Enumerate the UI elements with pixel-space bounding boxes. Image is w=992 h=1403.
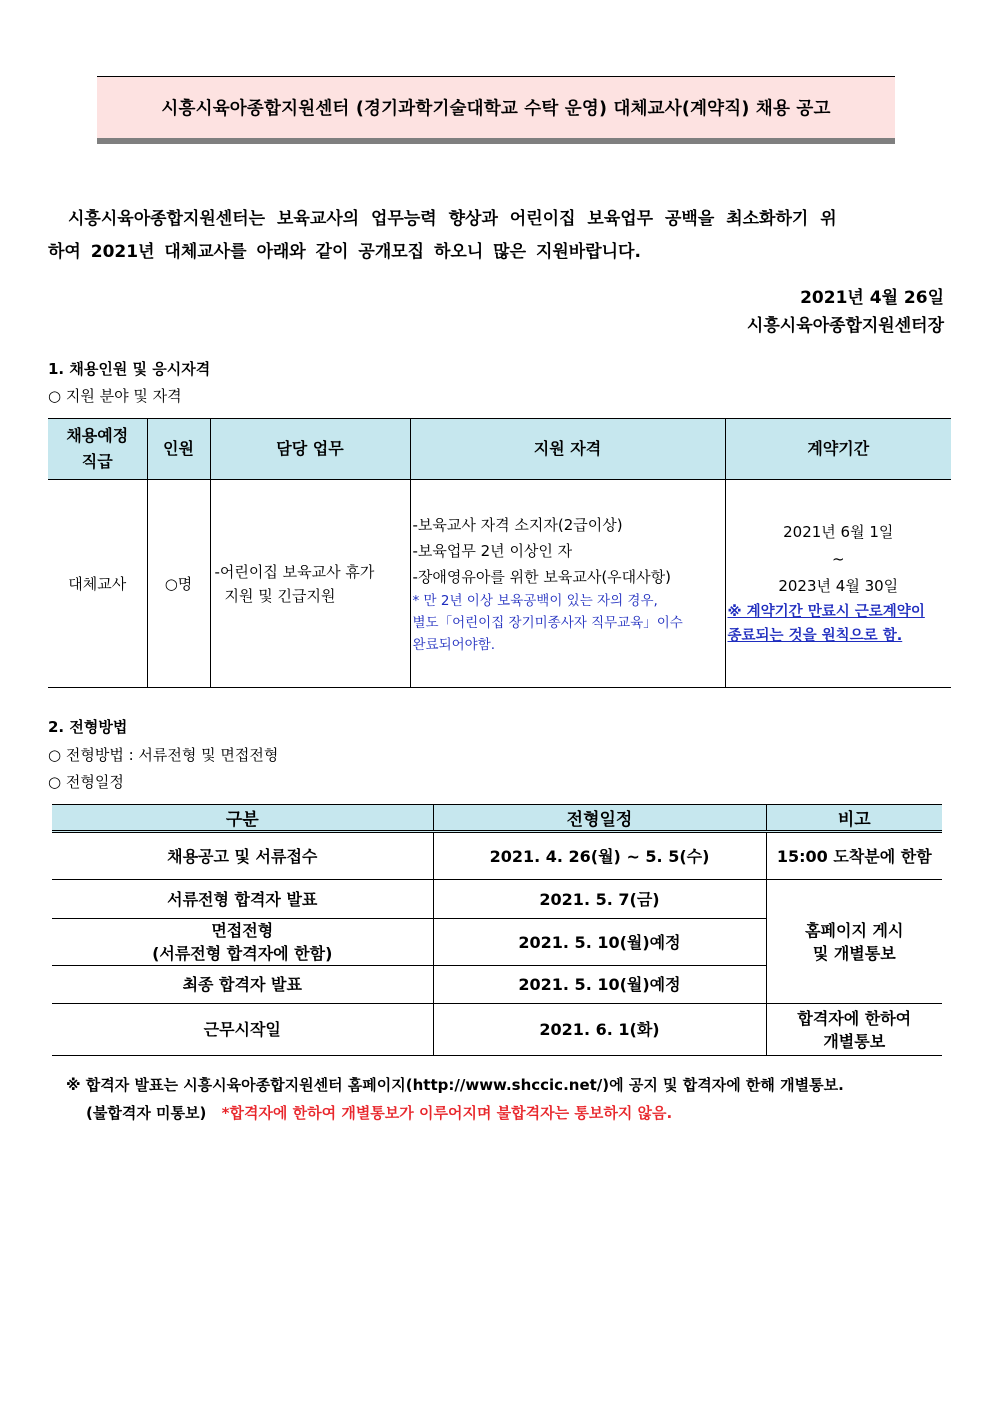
- issuer-name: 시흥시육아종합지원센터장: [746, 316, 944, 336]
- table-row: 최종 합격자 발표 2021. 5. 10(월)예정: [52, 966, 942, 1004]
- header-note: 비고: [766, 805, 942, 832]
- section-1-heading: 1. 채용인원 및 응시자격: [48, 360, 211, 378]
- table-row: [48, 480, 951, 688]
- table-row: 근무시작일 2021. 6. 1(화) 합격자에 한하여 개별통보: [52, 1004, 942, 1056]
- merged-note-cell: 홈페이지 게시 및 개별통보: [766, 880, 942, 1004]
- footnote-line-1: ※ 합격자 발표는 시흥시육아종합지원센터 홈페이지(http://www.shccic.net/)에 공지 및 합격자에 한해 개별통보.: [66, 1076, 844, 1094]
- table-row: 채용공고 및 서류접수 2021. 4. 26(월) ~ 5. 5(수) 15:00 도착분에 한함: [52, 832, 942, 880]
- header-duty: 담당 업무: [210, 419, 410, 480]
- cell-qualification: -보육교사 자격 소지자(2급이상) -보육업무 2년 이상인 자 -장애영유아를 위한 보육교사(우대사항) * 만 2년 이상 보육공백이 있는 자의 경우, 별도「어린이집 장기미종사자 직무교육」이수 완료되어야함.: [410, 480, 725, 688]
- schedule-table-header: [52, 805, 942, 832]
- cell-position: 대체교사: [48, 480, 147, 688]
- header-period: 계약기간: [725, 419, 951, 480]
- footnote: [66, 1071, 844, 1127]
- header-category: 구분: [52, 805, 433, 832]
- qualification-note: * 만 2년 이상 보육공백이 있는 자의 경우, 별도「어린이집 장기미종사자 직무교육」이수 완료되어야함.: [412, 592, 683, 653]
- cell-count: ○명: [147, 480, 210, 688]
- header-position: 채용예정 직급: [48, 419, 147, 480]
- intro-paragraph: [48, 203, 944, 269]
- cell-period: 2021년 6월 1일 ~ 2023년 4월 30일 ※ 계약기간 만료시 근로계약이 종료되는 것을 원칙으로 함.: [725, 480, 951, 688]
- header-count: 인원: [147, 419, 210, 480]
- intro-line-1: 시흥시육아종합지원센터는 보육교사의 업무능력 향상과 어린이집 보육업무 공백을 최소화하기 위: [68, 209, 837, 229]
- notice-title: 시흥시육아종합지원센터 (경기과학기술대학교 수탁 운영) 대체교사(계약직) 채용 공고: [97, 76, 895, 144]
- schedule-table: [52, 804, 942, 1056]
- period-warning: ※ 계약기간 만료시 근로계약이 종료되는 것을 원칙으로 함.: [727, 604, 925, 644]
- section-2-subitem-schedule: ○ 전형일정: [48, 773, 124, 791]
- cell-duty: -어린이집 보육교사 휴가 지원 및 긴급지원: [210, 480, 410, 688]
- notice-date: 2021년 4월 26일: [800, 288, 944, 308]
- footnote-line-2: (불합격자 미통보) *합격자에 한하여 개별통보가 이루어지며 불합격자는 통보하지 않음.: [86, 1104, 673, 1122]
- intro-line-2: 하여 2021년 대체교사를 아래와 같이 공개모집 하오니 많은 지원바랍니다.: [48, 242, 641, 262]
- header-qualification: 지원 자격: [410, 419, 725, 480]
- section-1-subitem: ○ 지원 분야 및 자격: [48, 387, 182, 405]
- section-2-subitem-method: ○ 전형방법 : 서류전형 및 면접전형: [48, 746, 279, 764]
- table-row: 면접전형 (서류전형 합격자에 한함) 2021. 5. 10(월)예정: [52, 919, 942, 966]
- recruitment-table: [48, 418, 951, 688]
- header-schedule: 전형일정: [433, 805, 766, 832]
- section-2-heading: 2. 전형방법: [48, 718, 128, 736]
- recruitment-table-header: [48, 419, 951, 480]
- table-row: 서류전형 합격자 발표 2021. 5. 7(금) 홈페이지 게시 및 개별통보: [52, 880, 942, 919]
